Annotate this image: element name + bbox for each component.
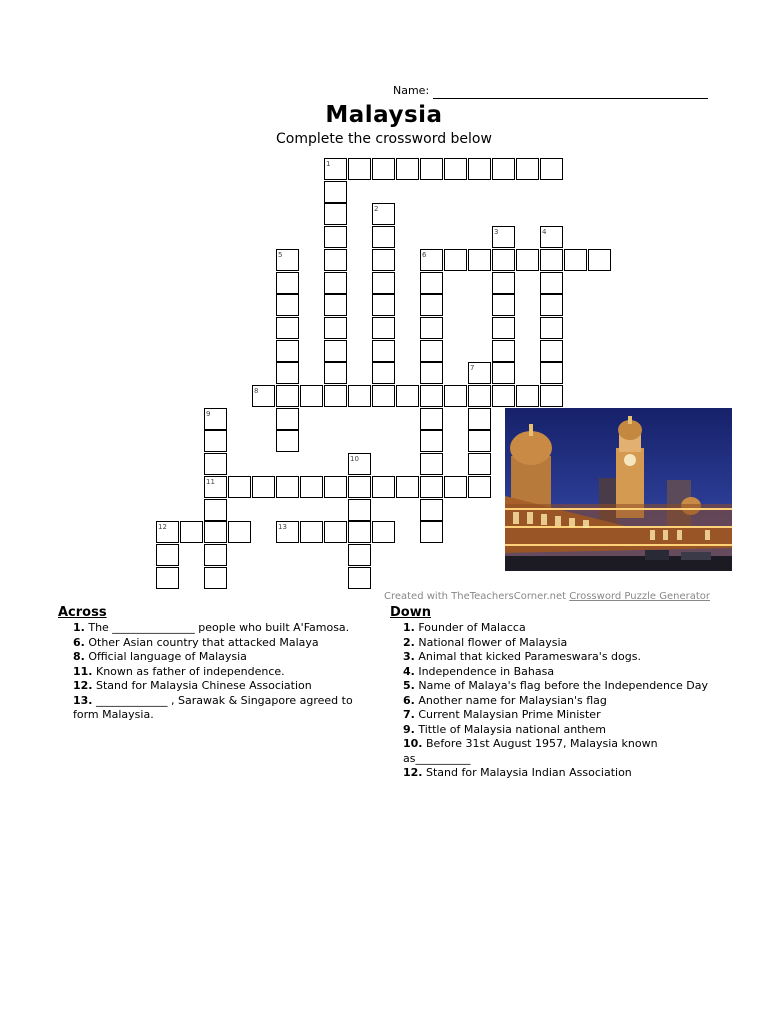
- crossword-cell[interactable]: [372, 249, 395, 271]
- crossword-cell[interactable]: [372, 272, 395, 294]
- crossword-cell[interactable]: [156, 567, 179, 589]
- crossword-cell[interactable]: [228, 476, 251, 498]
- crossword-cell[interactable]: [372, 362, 395, 384]
- clue-text: Before 31st August 1957, Malaysia known as__________: [403, 737, 658, 765]
- crossword-cell[interactable]: [420, 499, 443, 521]
- crossword-cell[interactable]: [324, 521, 347, 543]
- clue-number: 9.: [403, 722, 415, 736]
- crossword-cell[interactable]: [204, 499, 227, 521]
- crossword-cell[interactable]: [348, 385, 371, 407]
- crossword-cell[interactable]: [396, 385, 419, 407]
- crossword-cell[interactable]: [324, 226, 347, 248]
- across-clue: [58, 636, 358, 651]
- crossword-cell[interactable]: [372, 476, 395, 498]
- crossword-cell[interactable]: [396, 158, 419, 180]
- crossword-cell[interactable]: [348, 476, 371, 498]
- crossword-cell[interactable]: [372, 226, 395, 248]
- crossword-cell[interactable]: [276, 476, 299, 498]
- crossword-cell[interactable]: [420, 272, 443, 294]
- clue-number-label: 13: [278, 523, 287, 532]
- crossword-cell[interactable]: [444, 476, 467, 498]
- crossword-cell[interactable]: [420, 476, 443, 498]
- crossword-cell[interactable]: [252, 476, 275, 498]
- clue-number: 6.: [403, 693, 415, 707]
- crossword-cell[interactable]: [276, 408, 299, 430]
- crossword-cell[interactable]: [180, 521, 203, 543]
- building-photo: [505, 408, 732, 571]
- crossword-cell[interactable]: [372, 521, 395, 543]
- crossword-cell[interactable]: [300, 385, 323, 407]
- crossword-cell[interactable]: [492, 385, 515, 407]
- clue-number: 12.: [73, 679, 93, 692]
- down-clue: [390, 636, 715, 651]
- crossword-cell[interactable]: [372, 158, 395, 180]
- clue-text: Animal that kicked Parameswara's dogs.: [418, 650, 641, 663]
- crossword-cell[interactable]: [276, 294, 299, 316]
- clue-text: _____________ , Sarawak & Singapore agreed to form Malaysia.: [73, 693, 353, 721]
- crossword-cell[interactable]: [300, 476, 323, 498]
- across-clues: [58, 605, 358, 723]
- clue-text: National flower of Malaysia: [418, 635, 568, 649]
- crossword-cell[interactable]: [492, 272, 515, 294]
- clue-text: Known as father of independence.: [96, 664, 285, 678]
- crossword-cell[interactable]: [468, 430, 491, 452]
- down-heading: Down: [390, 605, 431, 620]
- crossword-cell[interactable]: [492, 362, 515, 384]
- crossword-cell[interactable]: [372, 340, 395, 362]
- clue-number-label: 1: [326, 160, 331, 168]
- clue-number-label: 10: [350, 455, 359, 464]
- crossword-cell[interactable]: [420, 430, 443, 452]
- crossword-cell[interactable]: [492, 317, 515, 339]
- crossword-cell[interactable]: [444, 158, 467, 180]
- crossword-cell[interactable]: [372, 294, 395, 316]
- crossword-cell[interactable]: [396, 476, 419, 498]
- crossword-cell[interactable]: [492, 249, 515, 271]
- clue-number: 2.: [403, 635, 415, 649]
- crossword-cell[interactable]: [156, 544, 179, 566]
- crossword-cell[interactable]: [348, 567, 371, 589]
- crossword-cell[interactable]: [588, 249, 611, 271]
- clue-number: 5.: [403, 679, 415, 692]
- clue-number: 4.: [403, 664, 415, 678]
- down-clue: [390, 679, 715, 694]
- clue-text: Tittle of Malaysia national anthem: [418, 722, 606, 736]
- clue-text: Founder of Malacca: [418, 621, 526, 634]
- clue-number: 11.: [73, 664, 93, 678]
- name-label: Name:: [393, 84, 430, 97]
- crossword-cell[interactable]: [420, 294, 443, 316]
- down-clue: [390, 766, 715, 781]
- crossword-cell[interactable]: [324, 340, 347, 362]
- crossword-cell[interactable]: [348, 521, 371, 543]
- clue-number-label: 9: [206, 409, 211, 418]
- crossword-cell[interactable]: [492, 340, 515, 362]
- crossword-cell[interactable]: [324, 294, 347, 316]
- crossword-cell[interactable]: [468, 158, 491, 180]
- crossword-cell[interactable]: [276, 385, 299, 407]
- crossword-cell[interactable]: [324, 203, 347, 225]
- clue-number-label: 6: [422, 250, 427, 259]
- across-clue: [58, 694, 358, 723]
- crossword-cell[interactable]: [372, 317, 395, 339]
- crossword-cell[interactable]: [324, 476, 347, 498]
- clue-number: 3.: [403, 650, 415, 663]
- clue-number-label: 11: [206, 477, 215, 486]
- crossword-cell[interactable]: [348, 544, 371, 566]
- across-clue: [58, 679, 358, 694]
- crossword-cell[interactable]: [420, 521, 443, 543]
- crossword-cell[interactable]: [300, 521, 323, 543]
- across-clue: [58, 650, 358, 665]
- clue-number-label: 7: [470, 364, 475, 373]
- crossword-cell[interactable]: [204, 567, 227, 589]
- crossword-cell[interactable]: [540, 340, 563, 362]
- clue-text: Other Asian country that attacked Malaya: [88, 635, 319, 649]
- crossword-cell[interactable]: [324, 385, 347, 407]
- crossword-cell[interactable]: [420, 453, 443, 475]
- clue-number: 8.: [73, 650, 85, 663]
- down-clue: [390, 708, 715, 723]
- crossword-cell[interactable]: [204, 521, 227, 543]
- crossword-cell[interactable]: [492, 158, 515, 180]
- crossword-cell[interactable]: [276, 317, 299, 339]
- clue-text: Stand for Malaysia Indian Association: [426, 766, 632, 779]
- crossword-cell[interactable]: [540, 362, 563, 384]
- clue-number-label: 5: [278, 250, 283, 259]
- crossword-cell[interactable]: [564, 249, 587, 271]
- crossword-cell[interactable]: [540, 385, 563, 407]
- across-clue: [58, 665, 358, 680]
- crossword-cell[interactable]: [540, 272, 563, 294]
- crossword-cell[interactable]: [204, 544, 227, 566]
- crossword-cell[interactable]: [324, 272, 347, 294]
- crossword-cell[interactable]: [348, 158, 371, 180]
- crossword-cell[interactable]: [276, 340, 299, 362]
- crossword-cell[interactable]: [516, 385, 539, 407]
- crossword-cell[interactable]: [540, 249, 563, 271]
- clue-text: Stand for Malaysia Chinese Association: [96, 679, 312, 692]
- building-photo-icon: [505, 408, 732, 571]
- crossword-cell[interactable]: [372, 385, 395, 407]
- crossword-cell[interactable]: [324, 181, 347, 203]
- clue-number: 1.: [73, 621, 85, 634]
- crossword-cell[interactable]: [468, 453, 491, 475]
- clue-text: The _______________ people who built A'Famosa.: [88, 621, 350, 634]
- clue-number-label: 12: [158, 523, 167, 532]
- crossword-cell[interactable]: [420, 408, 443, 430]
- clue-number: 13.: [73, 693, 93, 707]
- clue-number: 6.: [73, 635, 85, 649]
- crossword-cell[interactable]: [276, 362, 299, 384]
- clue-number: 12.: [403, 766, 423, 779]
- clue-text: Another name for Malaysian's flag: [418, 693, 607, 707]
- crossword-cell[interactable]: [444, 249, 467, 271]
- credit-line: [384, 591, 710, 602]
- crossword-cell[interactable]: [420, 340, 443, 362]
- crossword-cell[interactable]: [420, 317, 443, 339]
- clue-number: 10.: [403, 737, 423, 750]
- crossword-cell[interactable]: [516, 158, 539, 180]
- crossword-cell[interactable]: [468, 408, 491, 430]
- clue-text: Independence in Bahasa: [418, 664, 555, 678]
- clue-text: Official language of Malaysia: [88, 650, 247, 663]
- crossword-cell[interactable]: [420, 362, 443, 384]
- crossword-cell[interactable]: [204, 430, 227, 452]
- down-clues: [390, 605, 715, 781]
- credit-prefix: Created with TheTeachersCorner.net: [383, 591, 567, 602]
- clue-number-label: 8: [254, 387, 259, 395]
- clue-number-label: 2: [374, 205, 379, 214]
- crossword-cell[interactable]: [516, 249, 539, 271]
- clue-number: 7.: [403, 708, 415, 721]
- crossword-cell[interactable]: [324, 362, 347, 384]
- clue-number: 1.: [403, 621, 415, 634]
- crossword-cell[interactable]: [540, 294, 563, 316]
- clue-number-label: 3: [494, 228, 499, 237]
- crossword-cell[interactable]: [540, 158, 563, 180]
- across-heading: Across: [58, 605, 107, 620]
- clue-number-label: 4: [542, 228, 547, 237]
- crossword-cell[interactable]: [276, 430, 299, 452]
- down-clue: [390, 723, 715, 738]
- generator-link[interactable]: Crossword Puzzle Generator: [569, 591, 710, 602]
- crossword-cell[interactable]: [420, 385, 443, 407]
- crossword-cell[interactable]: [348, 499, 371, 521]
- clue-text: Name of Malaya's flag before the Independence Day: [418, 679, 708, 692]
- page-subtitle: Complete the crossword below: [276, 131, 492, 147]
- crossword-cell[interactable]: [444, 385, 467, 407]
- crossword-cell[interactable]: [468, 385, 491, 407]
- down-clue: [390, 665, 715, 680]
- across-clue: [58, 621, 358, 636]
- crossword-cell[interactable]: [492, 294, 515, 316]
- crossword-cell[interactable]: [228, 521, 251, 543]
- down-clue: [390, 650, 715, 665]
- crossword-cell[interactable]: [540, 317, 563, 339]
- crossword-cell[interactable]: [204, 453, 227, 475]
- page-title: Malaysia: [325, 102, 443, 128]
- crossword-cell[interactable]: [324, 317, 347, 339]
- clue-text: Current Malaysian Prime Minister: [418, 708, 601, 721]
- crossword-cell[interactable]: [324, 249, 347, 271]
- crossword-cell[interactable]: [468, 476, 491, 498]
- down-clue: [390, 621, 715, 636]
- crossword-cell[interactable]: [420, 158, 443, 180]
- down-clue: [390, 694, 715, 709]
- down-clue: [390, 737, 715, 766]
- crossword-cell[interactable]: [468, 249, 491, 271]
- crossword-cell[interactable]: [276, 272, 299, 294]
